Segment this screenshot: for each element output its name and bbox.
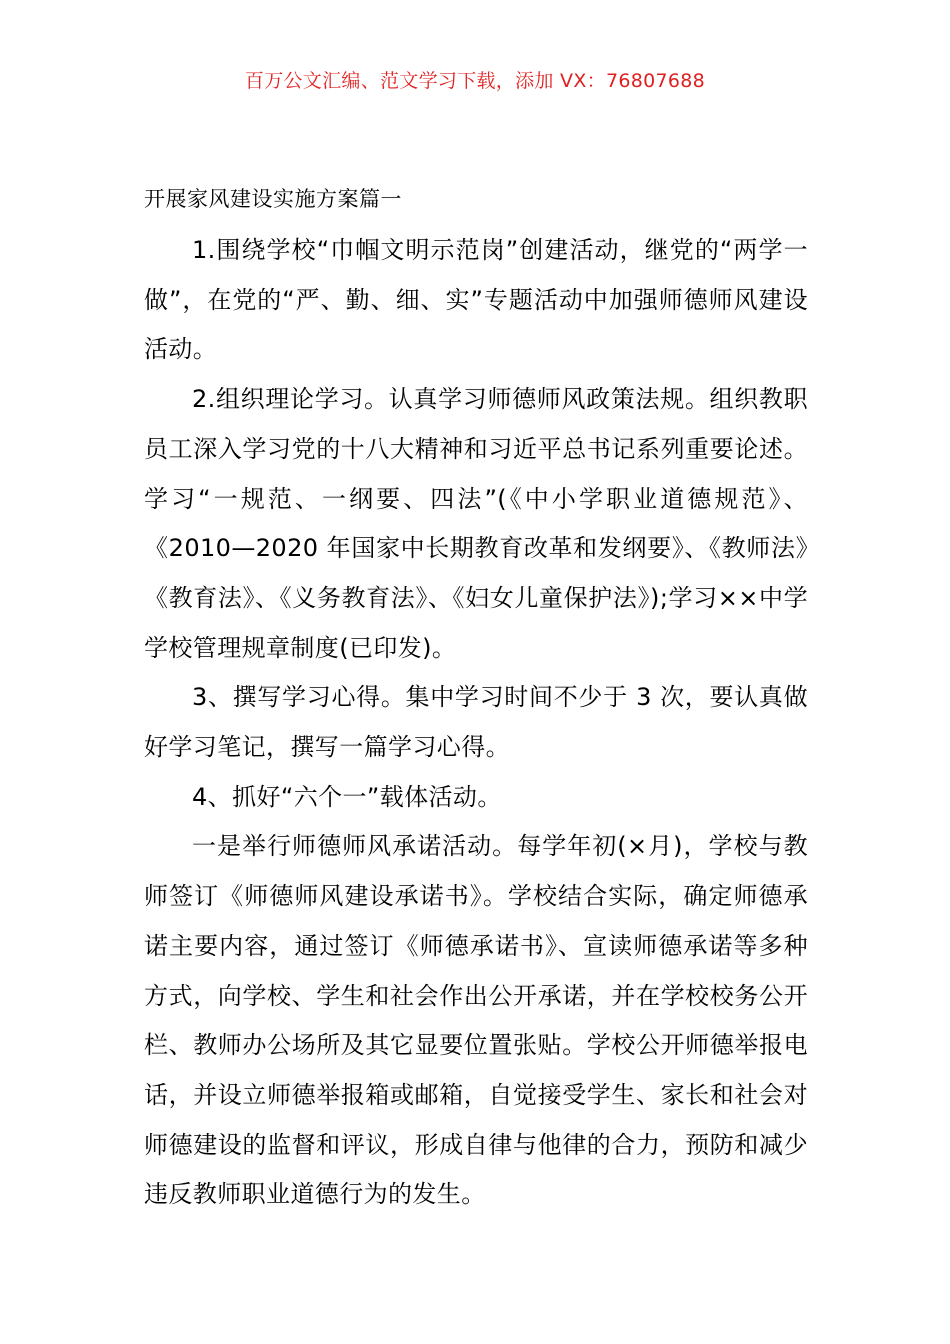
- paragraph-2: 2.组织理论学习。认真学习师德师风政策法规。组织教职员工深入学习党的十八大精神和习近平总书记系列重要论述。学习“一规范、一纲要、四法”(《中小学职业道德规范》、《2010—2020 年国家中长期教育改革和发纲要》、《教师法》《教育法》、《义务教育法》、《妇女儿童保护法》);学习××中学学校管理规章制度(已印发)。: [144, 385, 808, 662]
- document-title: 开展家风建设实施方案篇一: [144, 187, 402, 211]
- document-body: [144, 226, 808, 1220]
- paragraph-5: 一是举行师德师风承诺活动。每学年初(×月)，学校与教师签订《师德师风建设承诺书》。学校结合实际，确定师德承诺主要内容，通过签订《师德承诺书》、宣读师德承诺等多种方式，向学校、学生和社会作出公开承诺，并在学校校务公开栏、教师办公场所及其它显要位置张贴。学校公开师德举报电话，并设立师德举报箱或邮箱，自觉接受学生、家长和社会对师德建设的监督和评议，形成自律与他律的合力，预防和减少违反教师职业道德行为的发生。: [144, 832, 808, 1209]
- paragraph-1: 1.围绕学校“巾帼文明示范岗”创建活动，继党的“两学一做”，在党的“严、勤、细、实”专题活动中加强师德师风建设活动。: [144, 236, 808, 364]
- paragraph-4: 4、抓好“六个一”载体活动。: [192, 782, 502, 811]
- paragraph-3: 3、撰写学习心得。集中学习时间不少于 3 次，要认真做好学习笔记，撰写一篇学习心得。: [144, 683, 808, 762]
- header-watermark-text: 百万公文汇编、范文学习下载，添加 VX：76807688: [244, 70, 706, 92]
